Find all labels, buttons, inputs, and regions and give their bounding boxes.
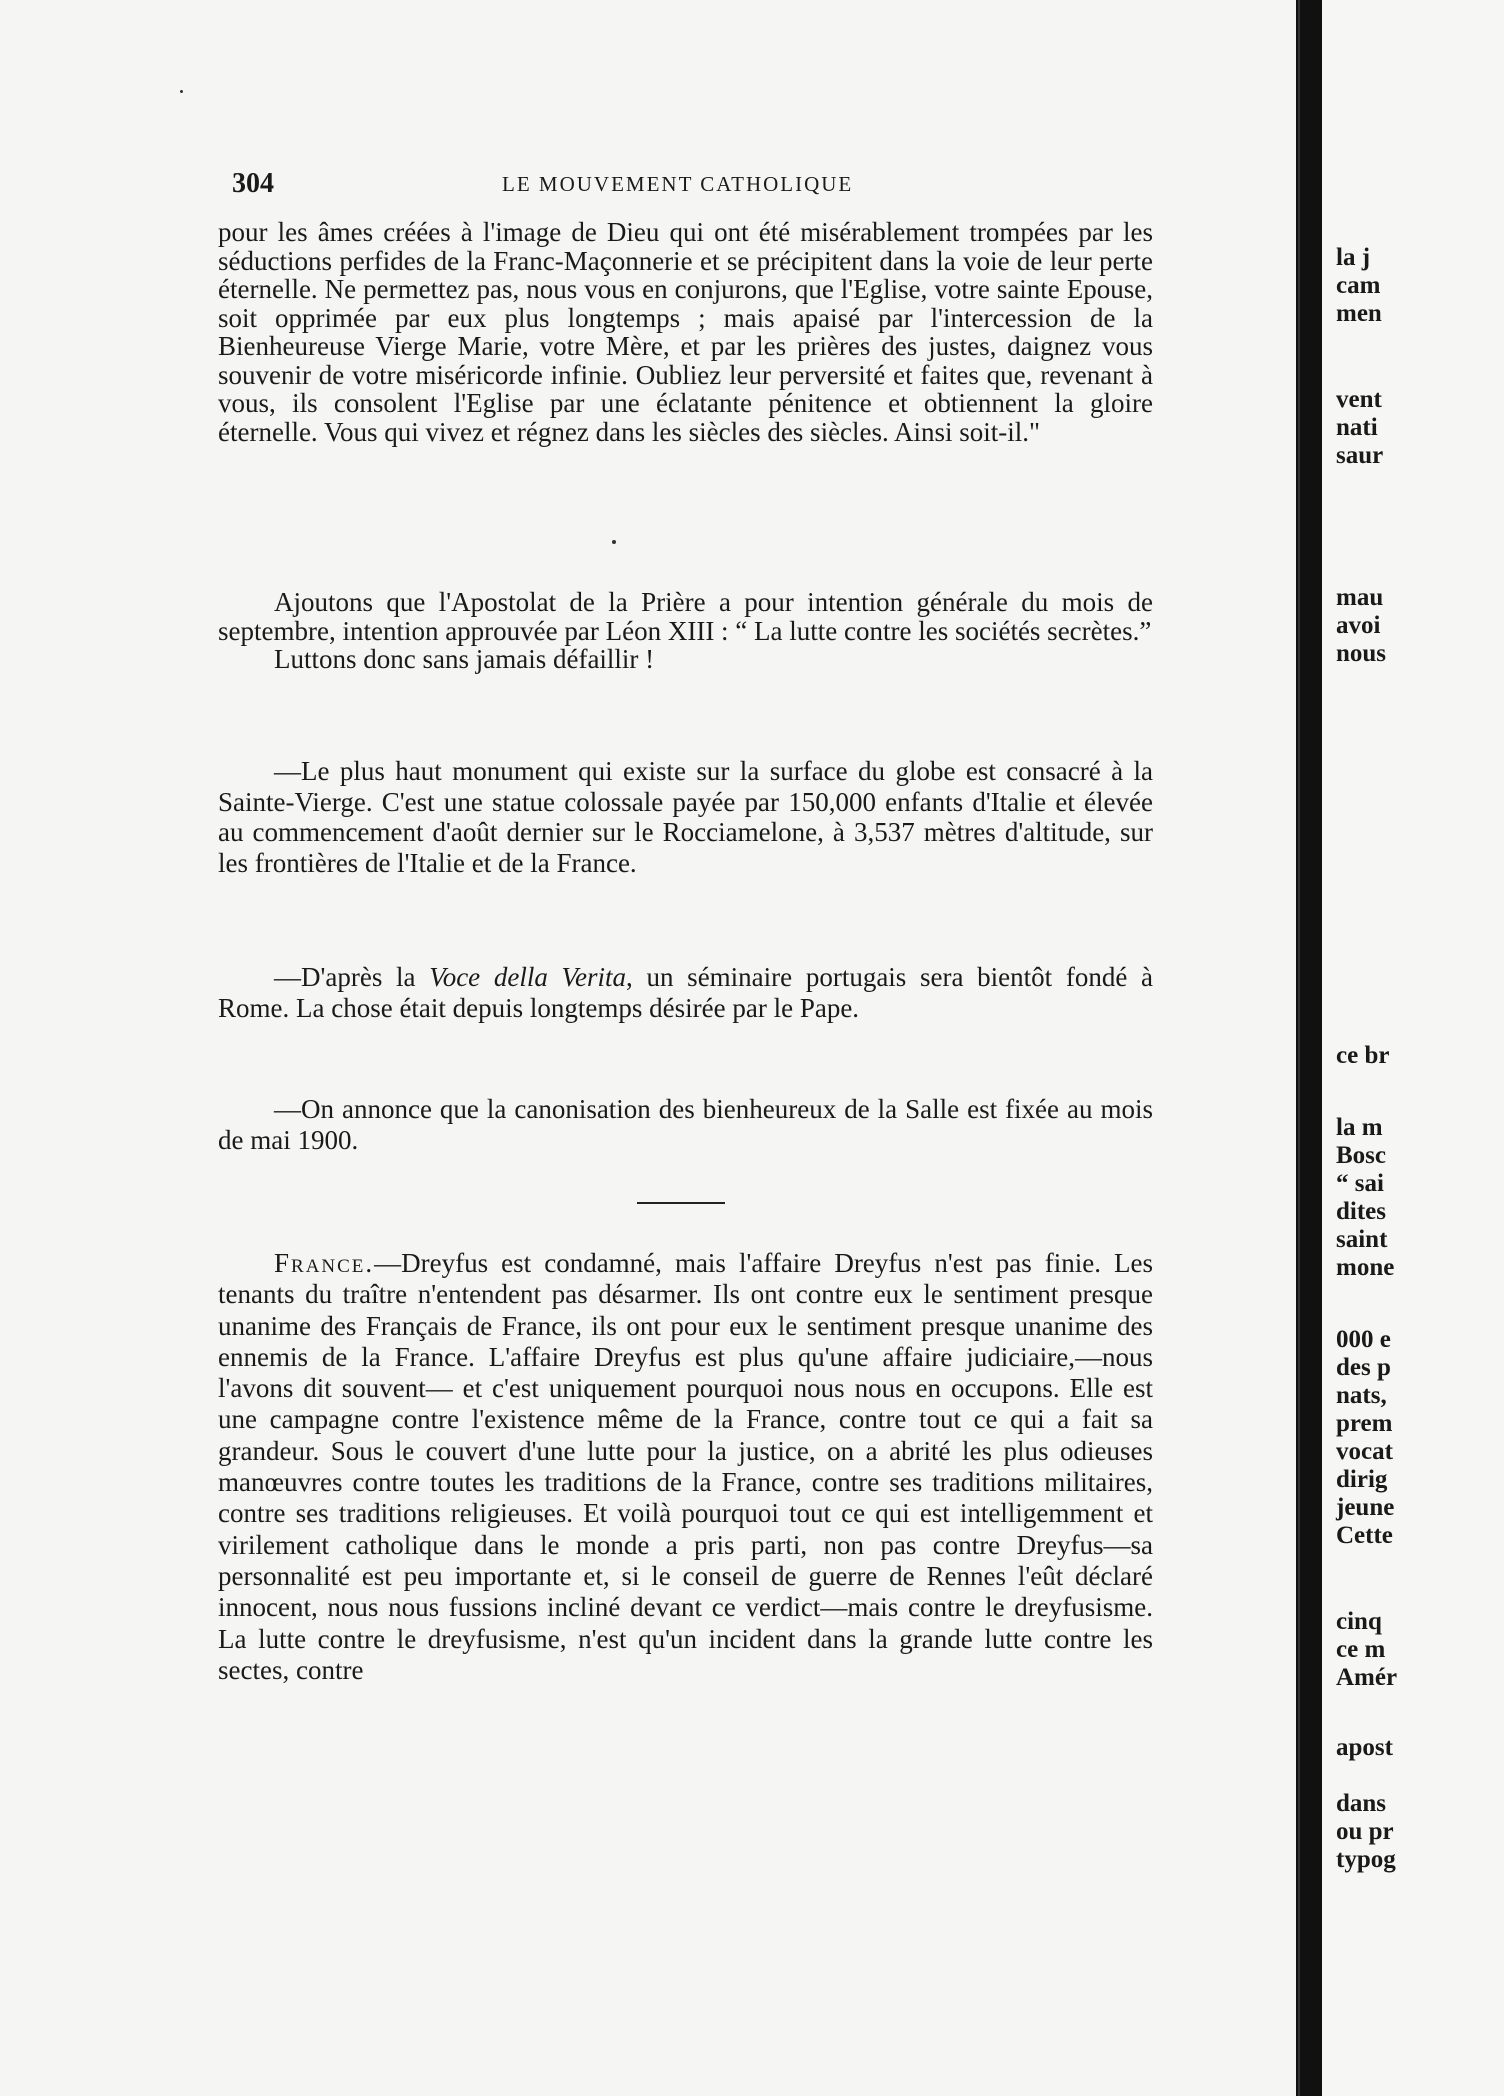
right-fragment: Cette <box>1336 1522 1393 1549</box>
page-header <box>232 168 1162 208</box>
right-fragment: avoi <box>1336 612 1381 639</box>
right-fragment: prem <box>1336 1410 1393 1437</box>
right-fragment: ou pr <box>1336 1818 1394 1845</box>
france-paragraph <box>218 1248 1153 1686</box>
right-fragment: saur <box>1336 442 1384 469</box>
canonisation-paragraph <box>218 1094 1153 1155</box>
section-divider <box>637 1202 725 1204</box>
seminaire-intro: —D'après la <box>274 962 430 992</box>
luttons-text: Luttons donc sans jamais défaillir ! <box>274 644 655 674</box>
right-fragment: ce br <box>1336 1042 1390 1069</box>
right-fragment: des p <box>1336 1354 1391 1381</box>
right-fragment: apost <box>1336 1734 1393 1761</box>
right-fragment: typog <box>1336 1846 1396 1873</box>
france-body: —Dreyfus est condamné, mais l'affaire Dreyfus n'est pas finie. Les tenants du traître n'entendent pas désarmer. Ils ont contre eux le sentiment presque unanime des Français de France, ils ont pour eux le sentiment presque unanime des ennemis de la France. L'affaire Dreyfus est plus qu'une affaire judiciaire,—nous l'avons dit souvent— et c'est uniquement pourquoi nous nous en occupons. Elle est une campagne contre l'existence même de la France, contre tout ce qui a fait sa grandeur. Sous le couvert d'une lutte pour la justice, on a abrité les plus odieuses manœuvres contre toutes les traditions de la France, contre ses traditions militaires, contre ses traditions religieuses. Et voilà pourquoi tout ce qui est intelligemment et virilement catholique dans le monde a pris parti, non pas contre Dreyfus—sa personnalité est peu importante et, si le conseil de guerre de Rennes l'eût déclaré innocent, nous nous fussions incliné devant ce verdict—mais contre le dreyfusisme. La lutte contre le dreyfusisme, n'est qu'un incident dans la grande lutte contre les sectes, contre <box>218 1248 1153 1685</box>
right-fragment: Bosc <box>1336 1142 1386 1169</box>
right-fragment: men <box>1336 300 1382 327</box>
right-fragment: nats, <box>1336 1382 1387 1409</box>
right-fragment: ce m <box>1336 1636 1386 1663</box>
apostolat-text: Ajoutons que l'Apostolat de la Prière a pour intention générale du mois de septembre, intention approuvée par Léon XIII : “ La lutte contre les sociétés secrètes.” <box>218 587 1153 646</box>
seminaire-rest: , un séminaire portugais sera bientôt fondé à Rome. La chose était depuis longtemps désirée par le Pape. <box>218 962 1153 1023</box>
right-fragment: cinq <box>1336 1608 1382 1635</box>
ink-speck <box>612 540 616 544</box>
right-fragment: saint <box>1336 1226 1388 1253</box>
prayer-paragraph <box>218 218 1153 446</box>
apostolat-paragraph <box>218 588 1153 674</box>
right-fragment: dites <box>1336 1198 1386 1225</box>
right-fragment: mau <box>1336 584 1384 611</box>
monument-text: —Le plus haut monument qui existe sur la surface du globe est consacré à la Sainte-Vierge. C'est une statue colossale payée par 150,000 enfants d'Italie et élevée au commencement d'août dernier sur le Rocciamelone, à 3,537 mètres d'altitude, sur les frontières de l'Italie et de la France. <box>218 756 1153 878</box>
right-fragment: “ sai <box>1336 1170 1384 1197</box>
right-fragment: la j <box>1336 244 1371 271</box>
france-text <box>218 1248 1153 1686</box>
right-fragment: vent <box>1336 386 1382 413</box>
right-fragment: Amér <box>1336 1664 1398 1691</box>
seminaire-paragraph <box>218 962 1153 1023</box>
france-label: France. <box>274 1248 375 1278</box>
running-title: LE MOUVEMENT CATHOLIQUE <box>502 172 854 196</box>
right-fragment: nati <box>1336 414 1378 441</box>
ink-speck <box>180 90 183 93</box>
right-fragment: la m <box>1336 1114 1383 1141</box>
canonisation-text: —On annonce que la canonisation des bienheureux de la Salle est fixée au mois de mai 1900. <box>218 1094 1153 1155</box>
seminaire-text <box>218 962 1153 1023</box>
right-fragment: dans <box>1336 1790 1387 1817</box>
right-fragment: dirig <box>1336 1466 1388 1493</box>
newspaper-title: Voce della Verita <box>429 962 627 992</box>
right-fragment: cam <box>1336 272 1381 299</box>
page-number: 304 <box>232 168 274 199</box>
prayer-text: pour les âmes créées à l'image de Dieu qui ont été misérablement trompées par les séductions perfides de la Franc-Maçonnerie et se précipitent dans la voie de leur perte éternelle. Ne permettez pas, nous vous en conjurons, que l'Eglise, votre sainte Epouse, soit opprimée par eux plus longtemps ; mais apaisé par l'intercession de la Bienheureuse Vierge Marie, votre Mère, et par les prières des justes, daignez vous souvenir de votre miséricorde infinie. Oubliez leur perversité et faites que, revenant à vous, ils consolent l'Eglise par une éclatante pénitence et obtiennent la gloire éternelle. Vous qui vivez et régnez dans les siècles des siècles. Ainsi soit-il." <box>218 217 1153 447</box>
right-fragment: mone <box>1336 1254 1395 1281</box>
right-fragment: vocat <box>1336 1438 1393 1465</box>
right-fragment: 000 e <box>1336 1326 1391 1353</box>
right-page <box>1322 0 1504 2096</box>
monument-paragraph <box>218 756 1153 878</box>
right-fragment: jeune <box>1336 1494 1395 1521</box>
gutter-edge <box>1298 0 1300 2096</box>
right-fragment: nous <box>1336 640 1387 667</box>
